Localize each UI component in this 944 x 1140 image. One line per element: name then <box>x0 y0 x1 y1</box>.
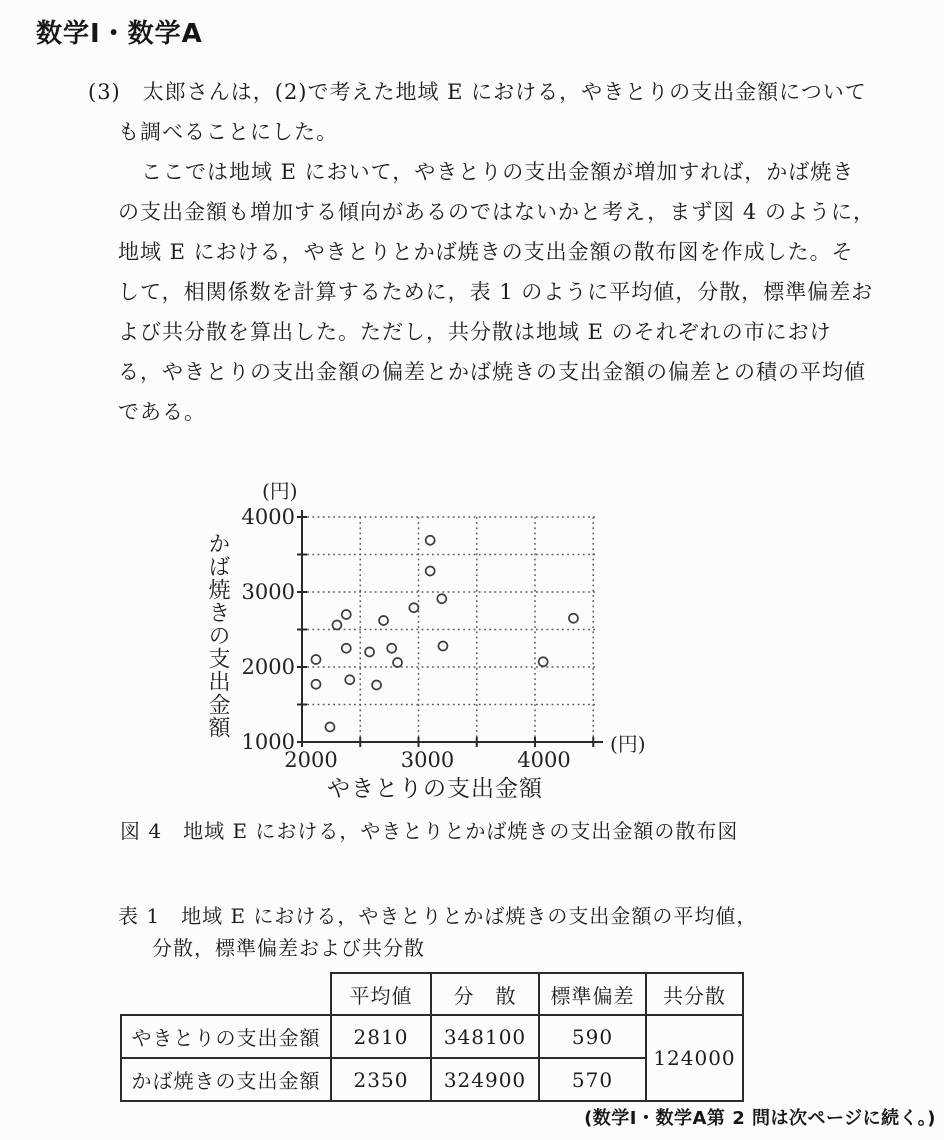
scatter-point <box>387 644 396 653</box>
table-caption-line1: 表 1 地域 E における，やきとりとかば焼きの支出金額の平均値， <box>118 904 758 928</box>
mean-value: 2350 <box>331 1058 431 1101</box>
scatter-plot <box>190 470 690 810</box>
table-row <box>121 1015 743 1058</box>
y-tick-label: 3000 <box>241 580 295 604</box>
scatter-point <box>311 680 320 689</box>
scatter-point <box>426 536 435 545</box>
scatter-point <box>426 567 435 576</box>
page-footer: (数学Ⅰ・数学A第 2 問は次ページに続く。) <box>584 1108 936 1129</box>
x-tick-label: 3000 <box>400 748 455 772</box>
scatter-canvas <box>190 470 690 810</box>
figure-caption: 図 4 地域 E における，やきとりとかば焼きの支出金額の散布図 <box>120 819 739 843</box>
variance-value: 348100 <box>431 1015 539 1058</box>
scatter-point <box>409 603 418 612</box>
text-line: の支出金額も増加する傾向があるのではないかと考え，まず図 4 のように， <box>118 200 875 224</box>
x-tick-label: 4000 <box>517 748 571 772</box>
col-header-sd: 標準偏差 <box>539 973 646 1015</box>
page-title: 数学Ⅰ・数学A <box>36 19 203 49</box>
sd-value: 590 <box>539 1015 646 1058</box>
y-tick-label: 2000 <box>241 655 295 679</box>
x-tick-label: 2000 <box>284 748 338 772</box>
col-header-variance: 分 散 <box>431 973 539 1015</box>
problem-text <box>88 72 878 432</box>
col-header-mean: 平均値 <box>331 973 431 1015</box>
scatter-point <box>342 644 351 653</box>
table-header-row <box>121 973 743 1015</box>
text-line: して，相関係数を計算するために，表 1 のように平均値，分散，標準偏差お <box>118 280 874 304</box>
covariance-value: 124000 <box>646 1015 743 1101</box>
text-line: る，やきとりの支出金額の偏差とかば焼きの支出金額の偏差との積の平均値 <box>118 360 866 384</box>
x-axis-title: やきとりの支出金額 <box>327 776 543 802</box>
scatter-point <box>438 642 447 651</box>
table-caption-line2: 分散，標準偏差および共分散 <box>152 936 425 960</box>
scatter-point <box>393 658 402 667</box>
y-tick-label: 1000 <box>241 730 295 754</box>
row-label: やきとりの支出金額 <box>121 1015 331 1058</box>
row-label: かば焼きの支出金額 <box>121 1058 331 1101</box>
stats-table <box>120 972 744 1102</box>
scatter-point <box>311 655 320 664</box>
scatter-point <box>372 681 381 690</box>
text-line: も調べることにした。 <box>118 120 338 144</box>
text-line: 地域 E における，やきとりとかば焼きの支出金額の散布図を作成した。そ <box>118 240 854 264</box>
scatter-point <box>569 614 578 623</box>
scatter-point <box>379 616 388 625</box>
text-line: よび共分散を算出した。ただし，共分散は地域 E のそれぞれの市におけ <box>118 320 832 344</box>
y-tick-label: 4000 <box>241 505 295 529</box>
scatter-point <box>437 594 446 603</box>
text-line: (3) 太郎さんは，(2)で考えた地域 E における，やきとりの支出金額について <box>88 80 867 104</box>
scatter-point <box>539 657 548 666</box>
col-header-covariance: 共分散 <box>646 973 743 1015</box>
scatter-point <box>325 723 334 732</box>
x-axis-unit-label: (円) <box>610 732 646 756</box>
text-line: ここでは地域 E において，やきとりの支出金額が増加すれば，かば焼き <box>141 160 855 184</box>
scatter-point <box>345 675 354 684</box>
scatter-point <box>332 621 341 630</box>
scatter-point <box>365 648 374 657</box>
variance-value: 324900 <box>431 1058 539 1101</box>
scatter-point <box>342 610 351 619</box>
sd-value: 570 <box>539 1058 646 1101</box>
y-axis-title: かば焼きの支出金額 <box>205 532 230 739</box>
text-line: である。 <box>118 400 206 424</box>
empty-corner-cell <box>121 973 331 1015</box>
y-axis-unit-label: (円) <box>262 479 298 503</box>
mean-value: 2810 <box>331 1015 431 1058</box>
